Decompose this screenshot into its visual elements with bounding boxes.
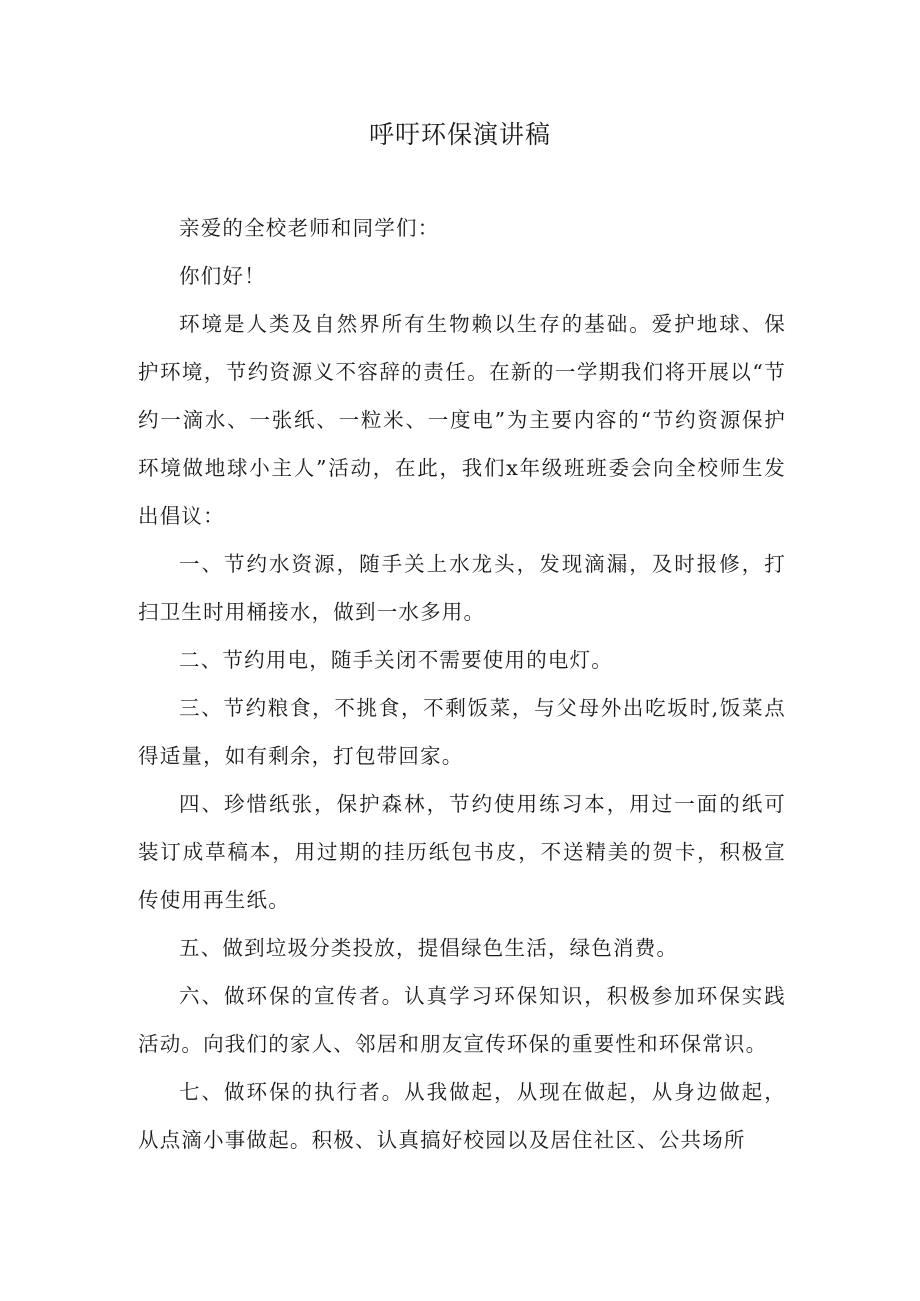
document-title: 呼吁环保演讲稿 [368,120,551,149]
paragraph-item-4: 四、珍惜纸张，保护森林，节约使用练习本，用过一面的纸可装订成草稿本，用过期的挂历纸包书皮，不送精美的贺卡，积极宣传使用再生纸。 [138,792,786,912]
paragraph-item-2: 二、节约用电，随手关闭不需要使用的电灯。 [179,648,613,672]
paragraph-item-3: 三、节约粮食，不挑食，不剩饭菜，与父母外出吃坂时,饭菜点得适量，如有剩余，打包带回家。 [138,696,786,768]
paragraph-intro: 环境是人类及自然界所有生物赖以生存的基础。爱护地球、保护环境，节约资源义不容辞的责任。在新的一学期我们将开展以“节约一滴水、一张纸、一粒米、一度电”为主要内容的“节约资源保护环境做地球小主人”活动，在此，我们x年级班班委会向全校师生发出倡议： [138,312,786,528]
document-body [138,204,786,1164]
paragraph-item-6: 六、做环保的宣传者。认真学习环保知识，积极参加环保实践活动。向我们的家人、邻居和朋友宣传环保的重要性和环保常识。 [138,984,786,1056]
paragraph-item-1: 一、节约水资源，随手关上水龙头，发现滴漏，及时报修，打扫卫生时用桶接水，做到一水多用。 [138,552,786,624]
paragraph-item-7: 七、做环保的执行者。从我做起，从现在做起，从身边做起，从点滴小事做起。积极、认真搞好校园以及居住社区、公共场所 [138,1080,786,1152]
paragraph-item-5: 五、做到垃圾分类投放，提倡绿色生活，绿色消费。 [179,936,679,960]
salutation: 亲爱的全校老师和同学们： [179,216,440,240]
greeting: 你们好！ [179,264,266,288]
